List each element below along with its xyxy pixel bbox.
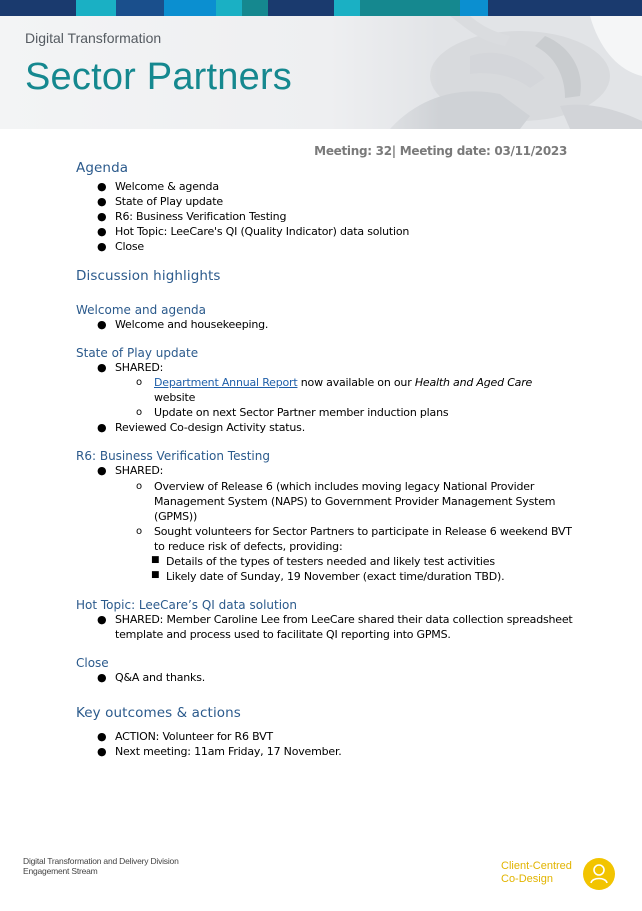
brand-line: Client-Centred bbox=[501, 860, 572, 872]
welcome-list bbox=[76, 317, 576, 332]
list-item: ● Reviewed Co-design Activity status. bbox=[97, 421, 305, 434]
list-item: ● R6: Business Verification Testing bbox=[97, 210, 287, 223]
brand-logo bbox=[583, 858, 615, 890]
meeting-info: Meeting: 32| Meeting date: 03/11/2023 bbox=[314, 144, 567, 158]
list-item: ● Q&A and thanks. bbox=[97, 671, 206, 684]
state-of-play-heading: State of Play update bbox=[76, 346, 199, 360]
list-item: ● Next meeting: 11am Friday, 17 November. bbox=[97, 745, 342, 758]
footer-brand bbox=[501, 860, 572, 886]
color-segment bbox=[116, 0, 164, 16]
agenda-heading: Agenda bbox=[76, 160, 129, 176]
list-item: ● State of Play update bbox=[97, 195, 223, 208]
welcome-heading: Welcome and agenda bbox=[76, 303, 207, 317]
header-kicker: Digital Transformation bbox=[25, 30, 162, 46]
stream-name: Engagement Stream bbox=[23, 866, 98, 876]
list-item: ● ACTION: Volunteer for R6 BVT bbox=[97, 730, 273, 743]
color-segment bbox=[242, 0, 268, 16]
list-item: ● SHARED: bbox=[97, 464, 164, 477]
outcomes-list bbox=[76, 729, 576, 759]
close-heading: Close bbox=[76, 656, 109, 670]
color-segment bbox=[268, 0, 334, 16]
page-header bbox=[0, 16, 642, 129]
page-title: Sector Partners bbox=[25, 56, 292, 98]
list-item: ● SHARED: Member Caroline Lee from LeeCare shared their data collection spreadsheet template and process used to facilitate QI reporting into GPMS. bbox=[97, 613, 573, 641]
footer-division bbox=[23, 856, 179, 876]
hot-topic-list bbox=[76, 612, 576, 642]
list-item: ● Welcome & agenda bbox=[97, 180, 219, 193]
list-item: o Sought volunteers for Sector Partners to participate in Release 6 weekend BVT to reduce risk of defects, providing: bbox=[136, 525, 572, 553]
list-item: ● Welcome and housekeeping. bbox=[97, 318, 269, 331]
list-item: o Overview of Release 6 (which includes moving legacy National Provider Management System (NAPS) to Government Provider Management System (GPMS)) bbox=[136, 480, 556, 523]
brand-line: Co-Design bbox=[501, 873, 553, 885]
outcomes-heading: Key outcomes & actions bbox=[76, 705, 241, 721]
division-name: Digital Transformation and Delivery Division bbox=[23, 856, 179, 866]
color-segment bbox=[460, 0, 488, 16]
list-item: o Update on next Sector Partner member induction plans bbox=[136, 406, 449, 419]
list-item: o Department Annual Report now available on our Health and Aged Care website bbox=[136, 376, 533, 404]
top-color-bar bbox=[0, 0, 642, 16]
r6-list bbox=[76, 463, 576, 584]
list-item: ● SHARED: bbox=[97, 361, 164, 374]
list-item: ● Hot Topic: LeeCare's QI (Quality Indicator) data solution bbox=[97, 225, 410, 238]
color-segment bbox=[0, 0, 76, 16]
r6-heading: R6: Business Verification Testing bbox=[76, 449, 270, 463]
document-body bbox=[76, 160, 576, 759]
color-segment bbox=[334, 0, 360, 16]
list-item: ■ Likely date of Sunday, 19 November (exact time/duration TBD). bbox=[151, 570, 505, 583]
color-segment bbox=[216, 0, 242, 16]
annual-report-link[interactable]: Department Annual Report bbox=[154, 376, 298, 389]
color-segment bbox=[488, 0, 642, 16]
state-of-play-list bbox=[76, 360, 576, 435]
person-icon bbox=[583, 858, 615, 890]
discussion-heading: Discussion highlights bbox=[76, 268, 221, 284]
list-item: ● Close bbox=[97, 240, 144, 253]
color-segment bbox=[164, 0, 216, 16]
agenda-list bbox=[76, 179, 576, 254]
close-list bbox=[76, 670, 576, 685]
color-segment bbox=[76, 0, 116, 16]
hands-photo bbox=[330, 16, 642, 129]
hot-topic-heading: Hot Topic: LeeCare’s QI data solution bbox=[76, 598, 297, 612]
list-item: ■ Details of the types of testers needed and likely test activities bbox=[151, 555, 495, 568]
color-segment bbox=[360, 0, 460, 16]
